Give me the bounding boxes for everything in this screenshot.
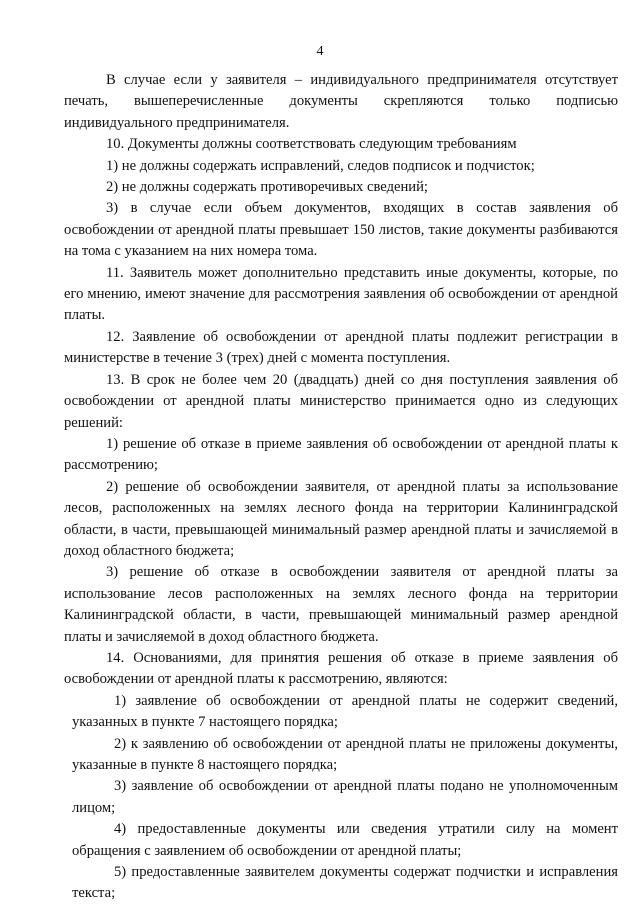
page-number: 4	[316, 44, 324, 59]
paragraph-13-item-1: 1) решение об отказе в приеме заявления об освобождении от арендной платы к рассмотрению;	[64, 435, 618, 474]
paragraph-10-item-3: 3) в случае если объем документов, входящих в состав заявления об освобождении от арендной платы превышает 150 листов, такие документы разбиваются на тома с указанием на них номера тома.	[64, 200, 618, 260]
paragraph-13-item-2: 2) решение об освобождении заявителя, от арендной платы за использование лесов, расположенных на землях лесного фонда на территории Калининградской области, в части, превышающей минимальный размер арендной платы и зачисляемой в доход областного бюджета;	[64, 478, 618, 559]
paragraph-10-item-2: 2) не должны содержать противоречивых сведений;	[106, 179, 428, 196]
paragraph-14-item-2: 2) к заявлению об освобождении от арендной платы не приложены документы, указанные в пункте 8 настоящего порядка;	[72, 735, 618, 773]
paragraph-14-item-3: 3) заявление об освобождении от арендной платы подано не уполномоченным лицом;	[72, 778, 618, 816]
paragraph-14-item-5: 5) предоставленные заявителем документы содержат подчистки и исправления текста;	[72, 864, 618, 902]
paragraph-14-item-4: 4) предоставленные документы или сведения утратили силу на момент обращения с заявлением об освобождении от арендной платы;	[72, 821, 618, 859]
paragraph-seal-note: В случае если у заявителя – индивидуального предпринимателя отсутствует печать, вышеперечисленные документы скрепляются только подписью индивидуального предпринимателя.	[64, 72, 618, 131]
document-body	[64, 70, 618, 905]
paragraph-13-item-3: 3) решение об отказе в освобождении заявителя от арендной платы за использование лесов расположенных на землях лесного фонда на территории Калининградской области, в части, превышающей минимальный размер арендной платы и зачисляемой в доход областного бюджета.	[64, 564, 618, 645]
paragraph-14: 14. Основаниями, для принятия решения об отказе в приеме заявления об освобождении от арендной платы к рассмотрению, являются:	[64, 649, 618, 688]
paragraph-12: 12. Заявление об освобождении от арендной платы подлежит регистрации в министерстве в течение 3 (трех) дней с момента поступления.	[64, 328, 618, 367]
paragraph-10: 10. Документы должны соответствовать следующим требованиям	[106, 136, 517, 153]
paragraph-14-item-1: 1) заявление об освобождении от арендной платы не содержит сведений, указанных в пункте 7 настоящего порядка;	[72, 692, 618, 731]
paragraph-11: 11. Заявитель может дополнительно представить иные документы, которые, по его мнению, имеют значение для рассмотрения заявления об освобождении от арендной платы.	[64, 264, 618, 324]
paragraph-10-item-1: 1) не должны содержать исправлений, следов подписок и подчисток;	[106, 157, 535, 174]
paragraph-13: 13. В срок не более чем 20 (двадцать) дней со дня поступления заявления об освобождении от арендной платы министерство принимается одно из следующих решений:	[64, 371, 618, 431]
